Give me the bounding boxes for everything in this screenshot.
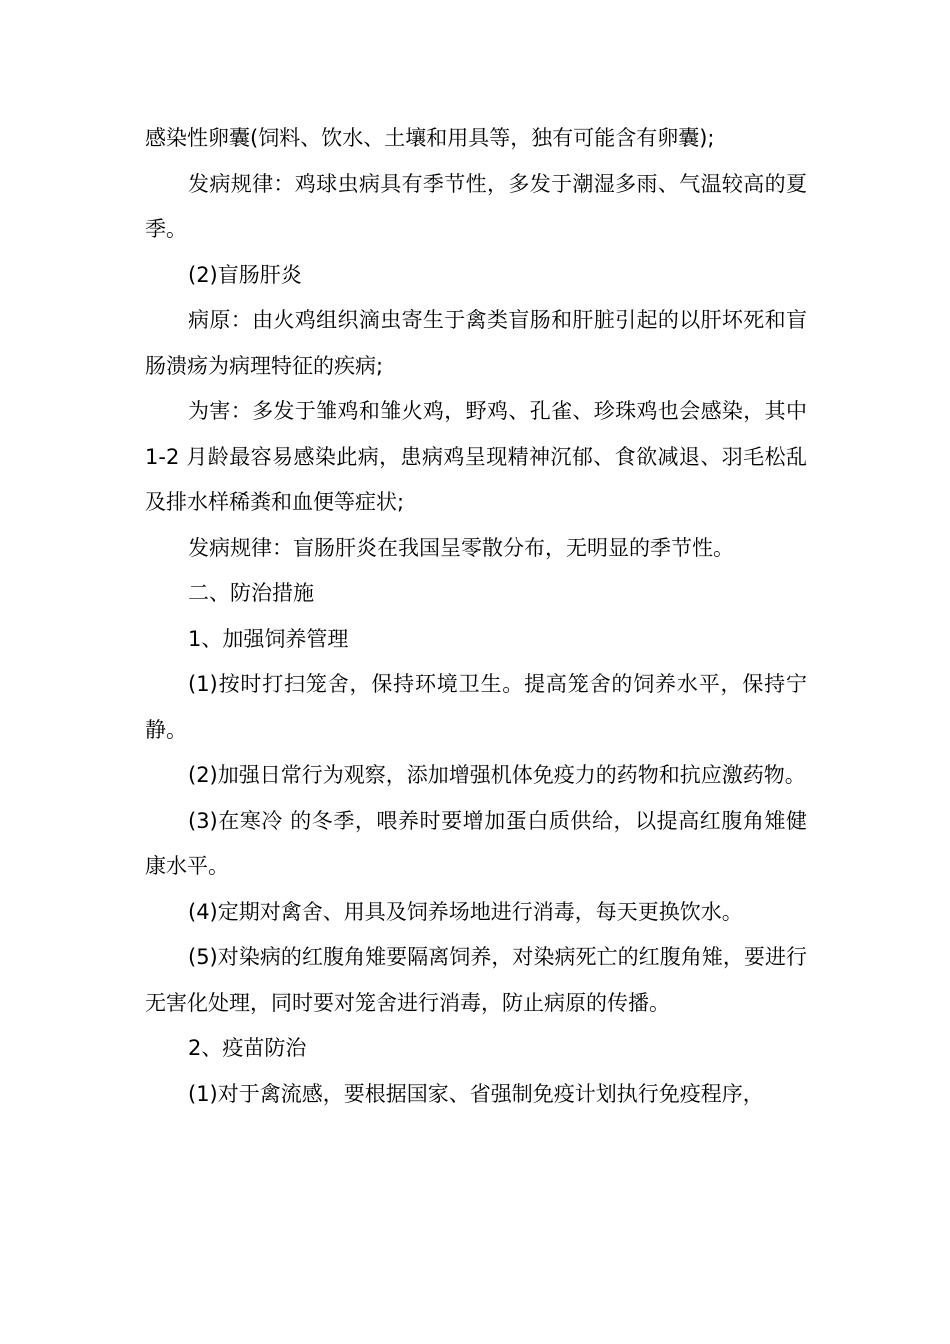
- list-item-isolation: (5)对染病的红腹角雉要隔离饲养，对染病死亡的红腹角雉，要进行无害化处理，同时要对笼舍进行消毒，防止病原的传播。: [145, 945, 807, 1015]
- list-item-winter-feeding: (3)在寒冷 的冬季，喂养时要增加蛋白质供给，以提高红腹角雉健康水平。: [145, 808, 807, 878]
- list-item-disinfection: (4)定期对禽舍、用具及饲养场地进行消毒，每天更换饮水。: [188, 899, 743, 924]
- paragraph-coccidiosis-pattern: 发病规律：鸡球虫病具有季节性，多发于潮湿多雨、气温较高的夏季。: [145, 171, 807, 241]
- paragraph-blackhead-pathogen: 病原：由火鸡组织滴虫寄生于禽类盲肠和肝脏引起的以肝坏死和盲肠溃疡为病理特征的疾病;: [145, 308, 807, 378]
- document-body: [145, 116, 807, 1117]
- list-item-cleaning: (1)按时打扫笼舍，保持环境卫生。提高笼舍的饲养水平，保持宁静。: [145, 672, 807, 742]
- paragraph-blackhead-harm: 为害：多发于雏鸡和雏火鸡，野鸡、孔雀、珍珠鸡也会感染，其中 1-2 月龄最容易感染此病，患病鸡呈现精神沉郁、食欲减退、羽毛松乱及排水样稀粪和血便等症状;: [145, 399, 807, 514]
- section-heading-prevention: 二、防治措施: [188, 581, 314, 605]
- subheading-blackhead: (2)盲肠肝炎: [188, 262, 302, 287]
- paragraph-infective-oocysts: 感染性卵囊(饲料、饮水、土壤和用具等，独有可能含有卵囊);: [145, 126, 715, 150]
- subheading-vaccination: 2、疫苗防治: [188, 1036, 307, 1060]
- list-item-observation: (2)加强日常行为观察，添加增强机体免疫力的药物和抗应激药物。: [188, 763, 806, 787]
- list-item-avian-flu: (1)对于禽流感，要根据国家、省强制免疫计划执行免疫程序，: [188, 1081, 764, 1106]
- paragraph-blackhead-pattern: 发病规律：盲肠肝炎在我国呈零散分布，无明显的季节性。: [188, 535, 734, 560]
- subheading-management: 1、加强饲养管理: [188, 626, 349, 651]
